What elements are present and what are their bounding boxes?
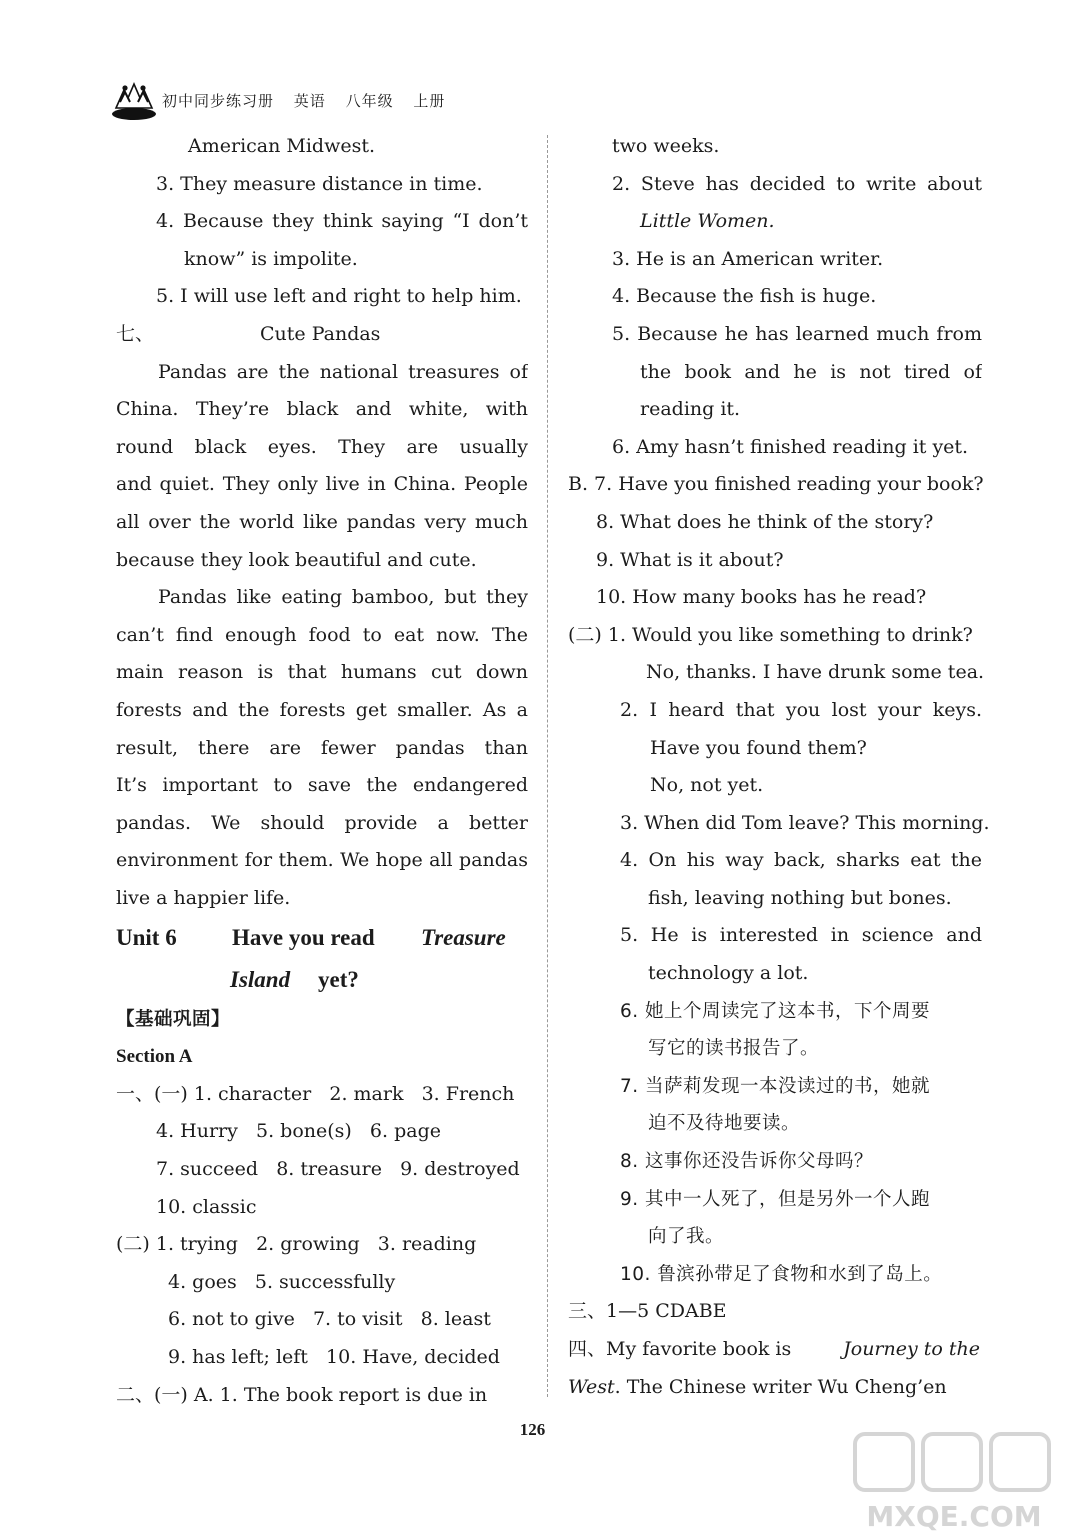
essay-text: . The Chinese writer Wu Cheng’en — [614, 1375, 947, 1398]
answer-line: (二) 1. Would you like something to drink? — [568, 623, 973, 646]
answer-line — [568, 1331, 982, 1369]
essay-title: Cute Pandas — [260, 322, 381, 345]
text-line: 5. I will use left and right to help him. — [156, 285, 522, 308]
answer-line: fish, leaving nothing but bones. — [648, 886, 952, 909]
translation-line: 迫不及待地要读。 — [648, 1113, 801, 1135]
answer-line: 10. classic — [156, 1195, 257, 1218]
answer-line: 4. Hurry 5. bone(s) 6. page — [156, 1120, 441, 1143]
answer-line: reading it. — [640, 398, 741, 421]
essay-heading — [116, 316, 528, 354]
answer-line: 4. Because the fish is huge. — [612, 285, 877, 308]
answer-line: 3. He is an American writer. — [612, 247, 884, 270]
text-line: 3. They measure distance in time. — [156, 172, 483, 195]
book-title: Little Women. — [640, 210, 775, 233]
answer-line: Have you found them? — [650, 736, 867, 759]
essay-line: China. They’re black and white, with — [116, 398, 528, 421]
unit-heading-2 — [116, 959, 528, 1001]
book-title: Journey to the — [843, 1338, 980, 1360]
header-book: 初中同步练习册 — [162, 92, 275, 110]
answer-line: 4. On his way back, sharks eat the — [620, 849, 982, 872]
translation-line: 8. 这事你还没告诉你父母吗？ — [620, 1151, 874, 1173]
answer-line: 6. Amy hasn’t finished reading it yet. — [612, 435, 969, 458]
unit-title-part: Island — [230, 967, 291, 993]
right-column — [568, 128, 990, 1406]
answer-line: 2. Steve has decided to write about — [612, 172, 982, 195]
header-volume: 上册 — [413, 92, 446, 110]
translation-line: 7. 当萨莉发现一本没读过的书，她就 — [620, 1075, 931, 1097]
text-line: 4. Because they think saying “I don’t — [156, 210, 528, 233]
column-divider — [547, 135, 548, 1397]
translation-line: 10. 鲁滨孙带足了食物和水到了岛上。 — [620, 1263, 943, 1285]
answer-line: 7. succeed 8. treasure 9. destroyed — [156, 1158, 520, 1181]
series-logo-icon — [110, 78, 158, 122]
answer-line: 5. He is interested in science and — [620, 924, 982, 947]
essay-line: environment for them. We hope all pandas — [116, 849, 528, 872]
page-header — [110, 78, 470, 122]
header-title — [162, 90, 459, 111]
unit-title-part: Have you read — [232, 925, 375, 951]
translation-line: 写它的读书报告了。 — [648, 1038, 820, 1060]
answer-line: 8. What does he think of the story? — [596, 510, 934, 533]
answer-line: 10. How many books has he read? — [596, 586, 927, 609]
essay-line: live a happier life. — [116, 886, 291, 909]
answer-line — [568, 1369, 982, 1407]
essay-line: forests and the forests get smaller. As a — [116, 698, 528, 721]
translation-line: 9. 其中一人死了，但是另外一个人跑 — [620, 1188, 931, 1210]
essay-line: It’s important to save the endangered — [116, 774, 528, 797]
section-a-label: Section A — [116, 1046, 193, 1068]
essay-line: can’t find enough food to eat now. The — [116, 623, 528, 646]
essay-intro: 四、My favorite book is — [568, 1338, 792, 1360]
watermark-text: MXQE.COM — [866, 1500, 1042, 1533]
answer-line: 3. When did Tom leave? This morning. — [620, 811, 990, 834]
answer-line: 三、1—5 CDABE — [568, 1300, 727, 1323]
essay-line: pandas. We should provide a better — [116, 811, 528, 834]
answer-line: No, thanks. I have drunk some tea. — [646, 661, 985, 684]
answer-line: B. 7. Have you finished reading your book? — [568, 473, 984, 496]
answer-line: two weeks. — [612, 135, 720, 157]
answer-line: No, not yet. — [650, 774, 764, 797]
answer-line: 2. I heard that you lost your keys. — [620, 698, 982, 721]
page-number: 126 — [519, 1420, 546, 1439]
translation-line: 6. 她上个周读完了这本书，下个周要 — [620, 1000, 931, 1022]
text-line: American Midwest. — [188, 135, 376, 157]
answer-line: 9. has left; left 10. Have, decided — [168, 1346, 500, 1368]
question-number: 七、 — [116, 322, 155, 345]
translation-line: 向了我。 — [648, 1226, 725, 1248]
essay-line: Pandas like eating bamboo, but they — [158, 586, 528, 609]
answer-line: 6. not to give 7. to visit 8. least — [168, 1308, 491, 1331]
unit-label: Unit 6 — [116, 925, 177, 951]
essay-line: all over the world like pandas very much — [116, 510, 528, 533]
essay-line: and quiet. They only live in China. People — [116, 473, 528, 496]
answer-line: the book and he is not tired of — [640, 360, 982, 383]
answer-line: technology a lot. — [648, 962, 809, 985]
left-column — [116, 128, 528, 1414]
essay-line: because they look beautiful and cute. — [116, 548, 477, 571]
header-grade: 八年级 — [345, 92, 394, 110]
section-basics: 【基础巩固】 — [116, 1008, 231, 1030]
answer-line: 4. goes 5. successfully — [168, 1270, 396, 1293]
text-line: know” is impolite. — [184, 247, 358, 270]
unit-heading — [116, 917, 528, 959]
answer-line: 9. What is it about? — [596, 548, 784, 571]
header-subject: 英语 — [293, 92, 326, 110]
essay-line: Pandas are the national treasures of — [158, 360, 528, 383]
book-title: West — [568, 1375, 615, 1398]
unit-title-part: yet? — [318, 967, 359, 993]
answer-line: 5. Because he has learned much from — [612, 322, 982, 345]
answer-line: 二、(一) A. 1. The book report is due in — [116, 1383, 488, 1406]
essay-line: main reason is that humans cut down — [116, 661, 528, 684]
essay-line: round black eyes. They are usually — [116, 435, 528, 458]
essay-line: result, there are fewer pandas than — [116, 736, 528, 759]
unit-title-part: Treasure — [421, 925, 506, 951]
watermark-logo-icon — [849, 1428, 1059, 1536]
answer-line: (二) 1. trying 2. growing 3. reading — [116, 1233, 477, 1256]
answer-line: 一、(一) 1. character 2. mark 3. French — [116, 1082, 515, 1105]
